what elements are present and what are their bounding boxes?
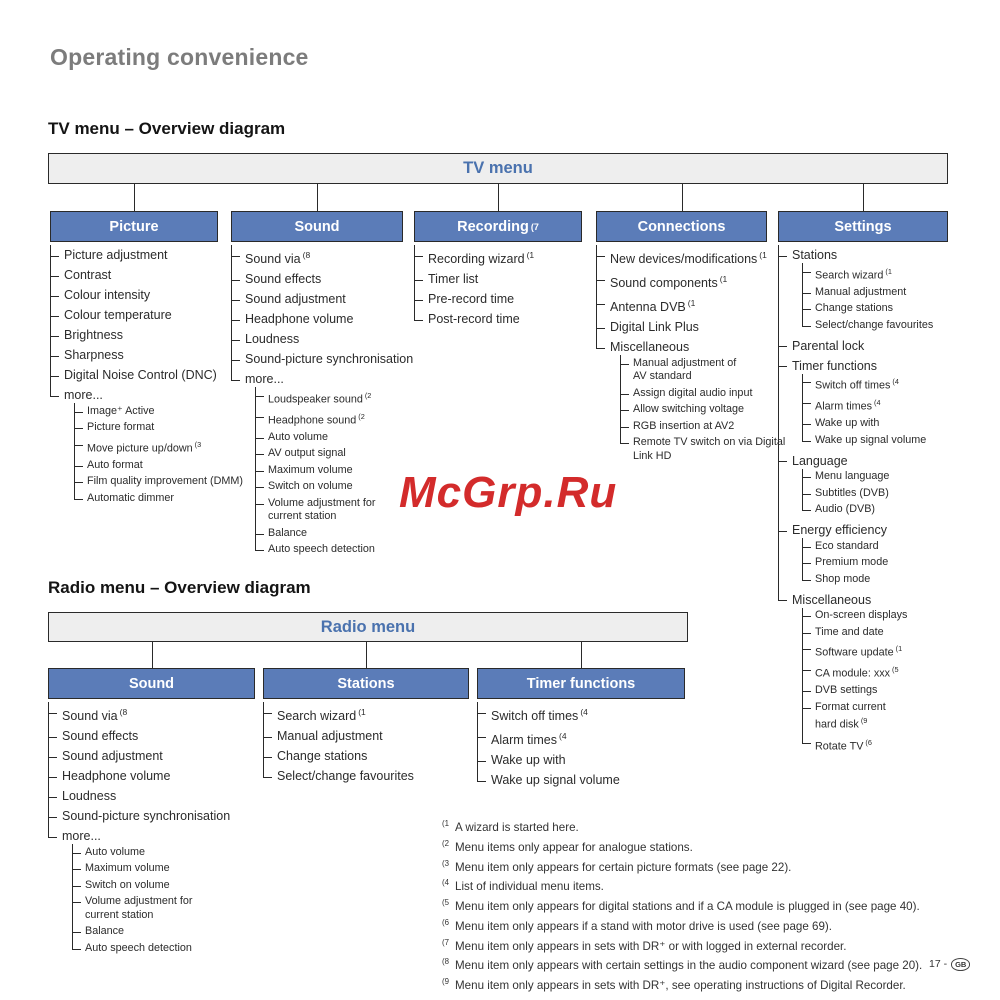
tree-item (778, 245, 948, 336)
tree-item-label: Premium mode (815, 556, 889, 569)
tree-item (778, 451, 948, 521)
tree-item-label: Contrast (64, 268, 112, 282)
tree-children (802, 469, 948, 519)
tree-item-label: Sound effects (62, 729, 139, 744)
tv-column-header-sound (231, 211, 403, 242)
tree-item-label: Auto speech detection (85, 941, 192, 954)
tree-item-label: Subtitles (DVB) (815, 486, 889, 499)
footnote-text: List of individual menu items. (455, 880, 604, 894)
tree-item-label: Auto volume (85, 845, 146, 858)
tree-item-label: Move picture up/down $^{(3}$ (87, 439, 202, 455)
tv-tree-recording (414, 242, 582, 329)
tree-item-label: Change stations (277, 749, 368, 764)
tree-item (477, 702, 685, 726)
footnote-marker: (1 (719, 274, 728, 285)
tree-item-label: Time and date (815, 625, 884, 638)
tree-item-label: Colour intensity (64, 288, 151, 302)
tree-item (231, 269, 403, 289)
tree-item (778, 336, 948, 356)
radio-tree-stations (263, 699, 469, 786)
footnote-marker: (3 (442, 858, 450, 868)
tree-item (620, 385, 767, 402)
tv-tree-connections (596, 242, 786, 467)
tree-item (802, 683, 948, 700)
tree-item (620, 402, 767, 419)
tree-item (802, 432, 948, 449)
tree-item-label: Image⁺ Active (87, 404, 155, 417)
tv-column-title: Picture (109, 218, 159, 235)
tree-item-label: Miscellaneous (792, 592, 872, 607)
tree-item-label: Switch on volume (268, 480, 353, 493)
tree-item-label: Rotate TV $^{(6}$ (815, 737, 872, 753)
tree-children (802, 263, 948, 334)
tree-item (596, 337, 786, 467)
tree-item-label: Digital Noise Control (DNC) (64, 368, 217, 382)
tree-item-label: Colour temperature (64, 308, 172, 322)
tree-item-label: Volume adjustment for (268, 496, 376, 509)
tree-item (72, 861, 255, 878)
tree-item-label: Wake up with (815, 417, 880, 430)
tree-item (414, 289, 582, 309)
footnote-marker: (1 (895, 644, 903, 654)
footnote-line (442, 895, 922, 915)
footnote-marker: (7 (530, 221, 539, 232)
tree-item-label: current station (85, 908, 154, 921)
footnote-marker: (1 (442, 819, 450, 828)
tree-item (48, 726, 255, 746)
tree-item (414, 245, 582, 269)
tv-tree-sound (231, 242, 414, 560)
tree-item-label: Switch off times $^{(4}$ (491, 707, 588, 724)
tv-root-bar (48, 153, 948, 184)
tree-item-label: Switch on volume (85, 878, 170, 891)
footnote-line (442, 935, 922, 955)
footnote-marker: (4 (892, 377, 899, 387)
tv-column-header-picture (50, 211, 218, 242)
footnote-marker: (1 (526, 250, 535, 260)
tree-item (255, 387, 403, 408)
tree-item (50, 245, 218, 265)
tree-item-label: Auto speech detection (268, 543, 375, 556)
tree-item (48, 786, 255, 806)
tree-item (255, 525, 403, 542)
tree-item (620, 355, 767, 385)
tree-item-label: Maximum volume (85, 862, 170, 875)
tree-item (802, 538, 948, 555)
watermark-text: McGrp.Ru (399, 468, 618, 517)
footnote-marker: (2 (442, 838, 450, 848)
tree-item-label: Parental lock (792, 338, 865, 353)
tree-item-label: Manual adjustment (277, 729, 383, 744)
tv-tree-settings (778, 242, 948, 757)
tree-item (477, 726, 685, 750)
tree-item-label: Timer list (428, 272, 479, 287)
tree-item (802, 284, 948, 301)
tree (477, 702, 685, 790)
tree-item-label: AV output signal (268, 447, 346, 460)
tree (231, 245, 414, 560)
tree-item (48, 702, 255, 726)
radio-tree-sound (48, 699, 255, 959)
tree-item (48, 766, 255, 786)
footnote-text: Menu item only appears if a stand with motor drive is used (see page 69). (455, 919, 833, 933)
footnote-marker: (1 (759, 250, 767, 260)
tree-item (477, 770, 685, 790)
footnote-marker: (4 (580, 707, 588, 717)
footnote-line (442, 915, 922, 935)
footnote-marker: (5 (892, 665, 899, 675)
radio-column-title: Stations (337, 675, 395, 692)
tv-column-header-settings (778, 211, 948, 242)
tree-item-label: Automatic dimmer (87, 491, 174, 504)
tree-item (596, 293, 767, 317)
footnote-marker: (6 (442, 917, 450, 927)
tree-item (255, 479, 403, 496)
footnote-marker: (4 (442, 878, 450, 888)
radio-connector-timer-functions (581, 642, 582, 668)
tree-item (255, 408, 403, 429)
footnote-line (442, 974, 922, 994)
tree-item-label: Search wizard $^{(1}$ (815, 266, 892, 282)
tree-item-label: current station (268, 510, 337, 523)
tree-item (802, 641, 948, 662)
radio-connector-sound (152, 642, 153, 668)
radio-connector-stations (366, 642, 367, 668)
tree-children (72, 844, 255, 957)
tree-item (802, 502, 948, 519)
tree-item (778, 590, 948, 757)
tree-children (620, 355, 786, 465)
tree-item-label: Remote TV switch on via Digital (633, 436, 786, 449)
tree-item (48, 826, 255, 959)
footnote-text: Menu item only appears in sets with DR⁺, see operating instructions of Digital Recorder. (455, 978, 906, 992)
tree-item-label: Format current (815, 700, 886, 713)
tv-connector-sound (317, 184, 318, 211)
tree-item-label: Change stations (815, 302, 894, 315)
tree-item-label: Manual adjustment (815, 285, 907, 298)
tree-item-label: Manual adjustment of (633, 356, 737, 369)
tree-item (263, 726, 469, 746)
tree-item (48, 806, 255, 826)
tree-item (50, 305, 218, 325)
footnote-line (442, 954, 922, 974)
tv-root-label: TV menu (463, 159, 533, 177)
tree-item-label: Auto volume (268, 430, 329, 443)
tree-item (72, 877, 255, 894)
tree-item (778, 356, 948, 451)
footnote-marker: (1 (358, 707, 366, 717)
radio-tree-timer-functions (477, 699, 685, 790)
footnote-text: Menu item only appears for digital stations and if a CA module is plugged in (see page 40). (455, 899, 920, 913)
tree-item (50, 385, 243, 509)
footnote-text: Menu item only appears in sets with DR⁺ or with logged in external recorder. (455, 939, 847, 953)
tree-item-label: Auto format (87, 458, 143, 471)
tree-item (231, 245, 403, 269)
tree-item-label: Volume adjustment for (85, 895, 193, 908)
page-number: 17 - (929, 958, 948, 971)
tree-item (802, 395, 948, 416)
tree-item (74, 490, 218, 507)
footnote-marker: (3 (194, 439, 202, 449)
tree-item-label: Sound-picture synchronisation (245, 352, 414, 367)
footnote-marker: (7 (442, 937, 450, 947)
tree-item-label: Picture adjustment (64, 248, 168, 262)
tree-item-label: Wake up signal volume (815, 433, 927, 446)
tree-item (802, 317, 948, 334)
tv-column-title: Settings (834, 218, 892, 235)
tree-item-label: Sound components $^{(1}$ (610, 274, 728, 291)
tree-item (48, 746, 255, 766)
tree-item-label: Recording wizard $^{(1}$ (428, 250, 535, 267)
tv-tree-picture (50, 242, 243, 509)
tree-item-label: Headphone sound $^{(2}$ (268, 411, 365, 427)
tree-item-label: Headphone volume (245, 312, 354, 327)
tree-item-label: more... (62, 829, 101, 844)
footnote-marker: (8 (442, 957, 450, 967)
radio-root-bar (48, 612, 688, 642)
radio-column-title: Timer functions (526, 675, 636, 692)
footnote-marker: (1 (885, 266, 892, 276)
tree-item-label: Miscellaneous (610, 340, 690, 355)
tree-item-label: Switch off times $^{(4}$ (815, 377, 899, 392)
tree-children (74, 403, 243, 507)
tv-column-title: Connections (637, 218, 726, 235)
tree-item-label: Post-record time (428, 312, 520, 327)
tree-children (802, 608, 948, 755)
tree-item-label: Maximum volume (268, 463, 353, 476)
footnote-marker: (4 (558, 731, 567, 742)
tree-item (255, 542, 403, 559)
tree-item-label: Digital Link Plus (610, 320, 699, 335)
tree-item-label: Loudness (245, 332, 300, 347)
tree-item (72, 844, 255, 861)
tree-item (263, 766, 469, 786)
tree-item-label: Shop mode (815, 572, 871, 585)
tree-item-label: On-screen displays (815, 609, 908, 622)
tree-item-label: Sharpness (64, 348, 124, 362)
tree (778, 245, 948, 757)
tree-item-label: Assign digital audio input (633, 386, 753, 399)
tree (596, 245, 786, 467)
footnote-marker: (8 (119, 707, 128, 717)
footnote-text: Menu item only appears with certain settings in the audio component wizard (see page 20). (455, 959, 923, 973)
tree-item (50, 265, 218, 285)
tree-item (255, 495, 403, 525)
tree-item (50, 365, 218, 385)
tree-item-label: CA module: xxx $^{(5}$ (815, 665, 899, 680)
tree-item (72, 894, 255, 924)
tree-item-label: Pre-record time (428, 292, 515, 307)
tree-item (74, 457, 218, 474)
tree-item (596, 269, 767, 293)
tree-item (414, 269, 582, 289)
tree-item (74, 420, 218, 437)
tree-item-label: hard disk $^{(9}$ (815, 716, 868, 732)
footnote-marker: (9 (860, 716, 868, 726)
tv-connector-picture (134, 184, 135, 211)
tv-column-header-connections (596, 211, 767, 242)
tv-column-title: Sound (294, 218, 340, 235)
tree-item-label: Eco standard (815, 539, 879, 552)
tree-item-label: RGB insertion at AV2 (633, 419, 735, 432)
tree-item-label: DVB settings (815, 684, 878, 697)
tree-item (620, 435, 786, 465)
tree-item (231, 289, 403, 309)
tree-item (72, 940, 255, 957)
tree-item-label: Select/change favourites (277, 769, 414, 784)
footnote-text: Menu items only appear for analogue stations. (455, 840, 693, 854)
tree-item (74, 474, 243, 491)
tree-item (255, 446, 403, 463)
tree-item-label: Film quality improvement (DMM) (87, 475, 243, 488)
tree-children (255, 387, 403, 558)
tree-item-label: New devices/modifications $^{(1}$ (610, 250, 767, 267)
tree-item (802, 301, 948, 318)
tree-item (414, 309, 582, 329)
radio-column-header-stations (263, 668, 469, 699)
tree-item (231, 369, 403, 560)
tree-item (263, 702, 469, 726)
footnote-text: A wizard is started here. (455, 820, 579, 834)
tree-item-label: Allow switching voltage (633, 403, 745, 416)
tree-item-label: Antenna DVB $^{(1}$ (610, 298, 696, 315)
page-title: Operating convenience (50, 44, 309, 70)
tree-item-label: Headphone volume (62, 769, 171, 784)
page-footer (929, 958, 970, 971)
tv-connector-settings (863, 184, 864, 211)
tree-item (231, 309, 403, 329)
tree-item (50, 345, 218, 365)
tree-item-label: Loudness (62, 789, 117, 804)
tree-item (802, 485, 948, 502)
tree-item (477, 750, 685, 770)
tree (50, 245, 243, 509)
footnote-marker: (4 (874, 398, 881, 408)
footnote-marker: (9 (442, 977, 450, 987)
tree-item (74, 436, 218, 457)
tree-item (50, 285, 218, 305)
tv-column-header-recording (414, 211, 582, 242)
tree-item-label: AV standard (633, 370, 692, 383)
tv-connector-recording (498, 184, 499, 211)
tree-item (231, 329, 403, 349)
tree-item-label: Picture format (87, 421, 155, 433)
tree-item (802, 263, 948, 284)
tv-connector-connections (682, 184, 683, 211)
tree-item-label: Menu language (815, 470, 890, 483)
tree-item (50, 325, 218, 345)
tree-item-label: Energy efficiency (792, 523, 887, 538)
tree-item (596, 245, 767, 269)
tree-item (72, 924, 255, 941)
tree-item (802, 416, 948, 433)
tree-item-label: Brightness (64, 328, 124, 342)
tree-item-label: Loudspeaker sound $^{(2}$ (268, 390, 372, 406)
tree-item-label: Software update $^{(1}$ (815, 644, 903, 659)
footnote-marker: (5 (442, 898, 450, 908)
region-badge: GB (951, 958, 970, 971)
tree-item (802, 734, 948, 755)
tree (48, 702, 255, 959)
tree-item (263, 746, 469, 766)
tree-item-label: Balance (85, 925, 125, 938)
tree-item-label: Sound via $^{(8}$ (62, 707, 128, 724)
tree-item-label: Sound adjustment (245, 292, 346, 307)
tree-item (255, 429, 403, 446)
footnotes-list (442, 816, 922, 994)
tree-item (802, 571, 948, 588)
tree-item-label: Audio (DVB) (815, 503, 876, 516)
tree-item (231, 349, 414, 369)
tree-item (620, 418, 767, 435)
radio-column-header-timer-functions (477, 668, 685, 699)
tree-item (802, 662, 948, 683)
tree-item-label: Sound adjustment (62, 749, 163, 764)
tree-item-label: Wake up with (491, 753, 566, 768)
tree-item-label: Language (792, 453, 848, 468)
tree-item-label: Wake up signal volume (491, 773, 620, 788)
radio-root-label: Radio menu (320, 617, 416, 636)
footnote-line (442, 875, 922, 895)
tree-item-label: Sound-picture synchronisation (62, 809, 231, 824)
tree-item (802, 374, 948, 395)
footnote-marker: (8 (302, 250, 311, 260)
tree-item (778, 520, 948, 590)
footnote-text: Menu item only appears for certain picture formats (see page 22). (455, 860, 792, 874)
tree-item-label: Alarm times $^{(4}$ (815, 398, 881, 413)
tree-item-label: more... (245, 372, 284, 387)
tree-item (74, 403, 218, 420)
tree-item-label: Search wizard $^{(1}$ (277, 707, 366, 724)
radio-section-heading: Radio menu – Overview diagram (48, 578, 311, 597)
footnote-line (442, 836, 922, 856)
footnote-marker: (1 (687, 298, 696, 309)
tree-item-label: Alarm times $^{(4}$ (491, 731, 567, 748)
tree-item-label: more... (64, 388, 103, 402)
footnote-line (442, 856, 922, 876)
radio-column-title: Sound (128, 675, 175, 692)
footnote-line (442, 816, 922, 836)
tree-children (802, 374, 948, 449)
tree-item (802, 469, 948, 486)
tree-children (802, 538, 948, 588)
tree-item (802, 624, 948, 641)
tv-column-title: Recording (457, 218, 529, 235)
tree-item-label: Link HD (633, 449, 672, 462)
footnote-marker: (2 (364, 390, 372, 400)
tree-item (596, 317, 767, 337)
footnote-marker: (2 (358, 411, 365, 421)
tree-item-label: Stations (792, 248, 838, 262)
tree-item-label: Sound via $^{(8}$ (245, 250, 311, 267)
tree (414, 245, 582, 329)
tree-item-label: Select/change favourites (815, 318, 934, 331)
radio-column-header-sound (48, 668, 255, 699)
tree-item (802, 555, 948, 572)
tree-item (802, 699, 948, 734)
tree-item-label: Timer functions (792, 358, 877, 373)
tree-item (255, 462, 403, 479)
tv-section-heading: TV menu – Overview diagram (48, 119, 286, 138)
tree-item-label: Sound effects (245, 272, 322, 287)
tree (263, 702, 469, 786)
tree-item (802, 608, 948, 625)
footnote-marker: (6 (865, 737, 872, 747)
tree-item-label: Balance (268, 526, 308, 539)
